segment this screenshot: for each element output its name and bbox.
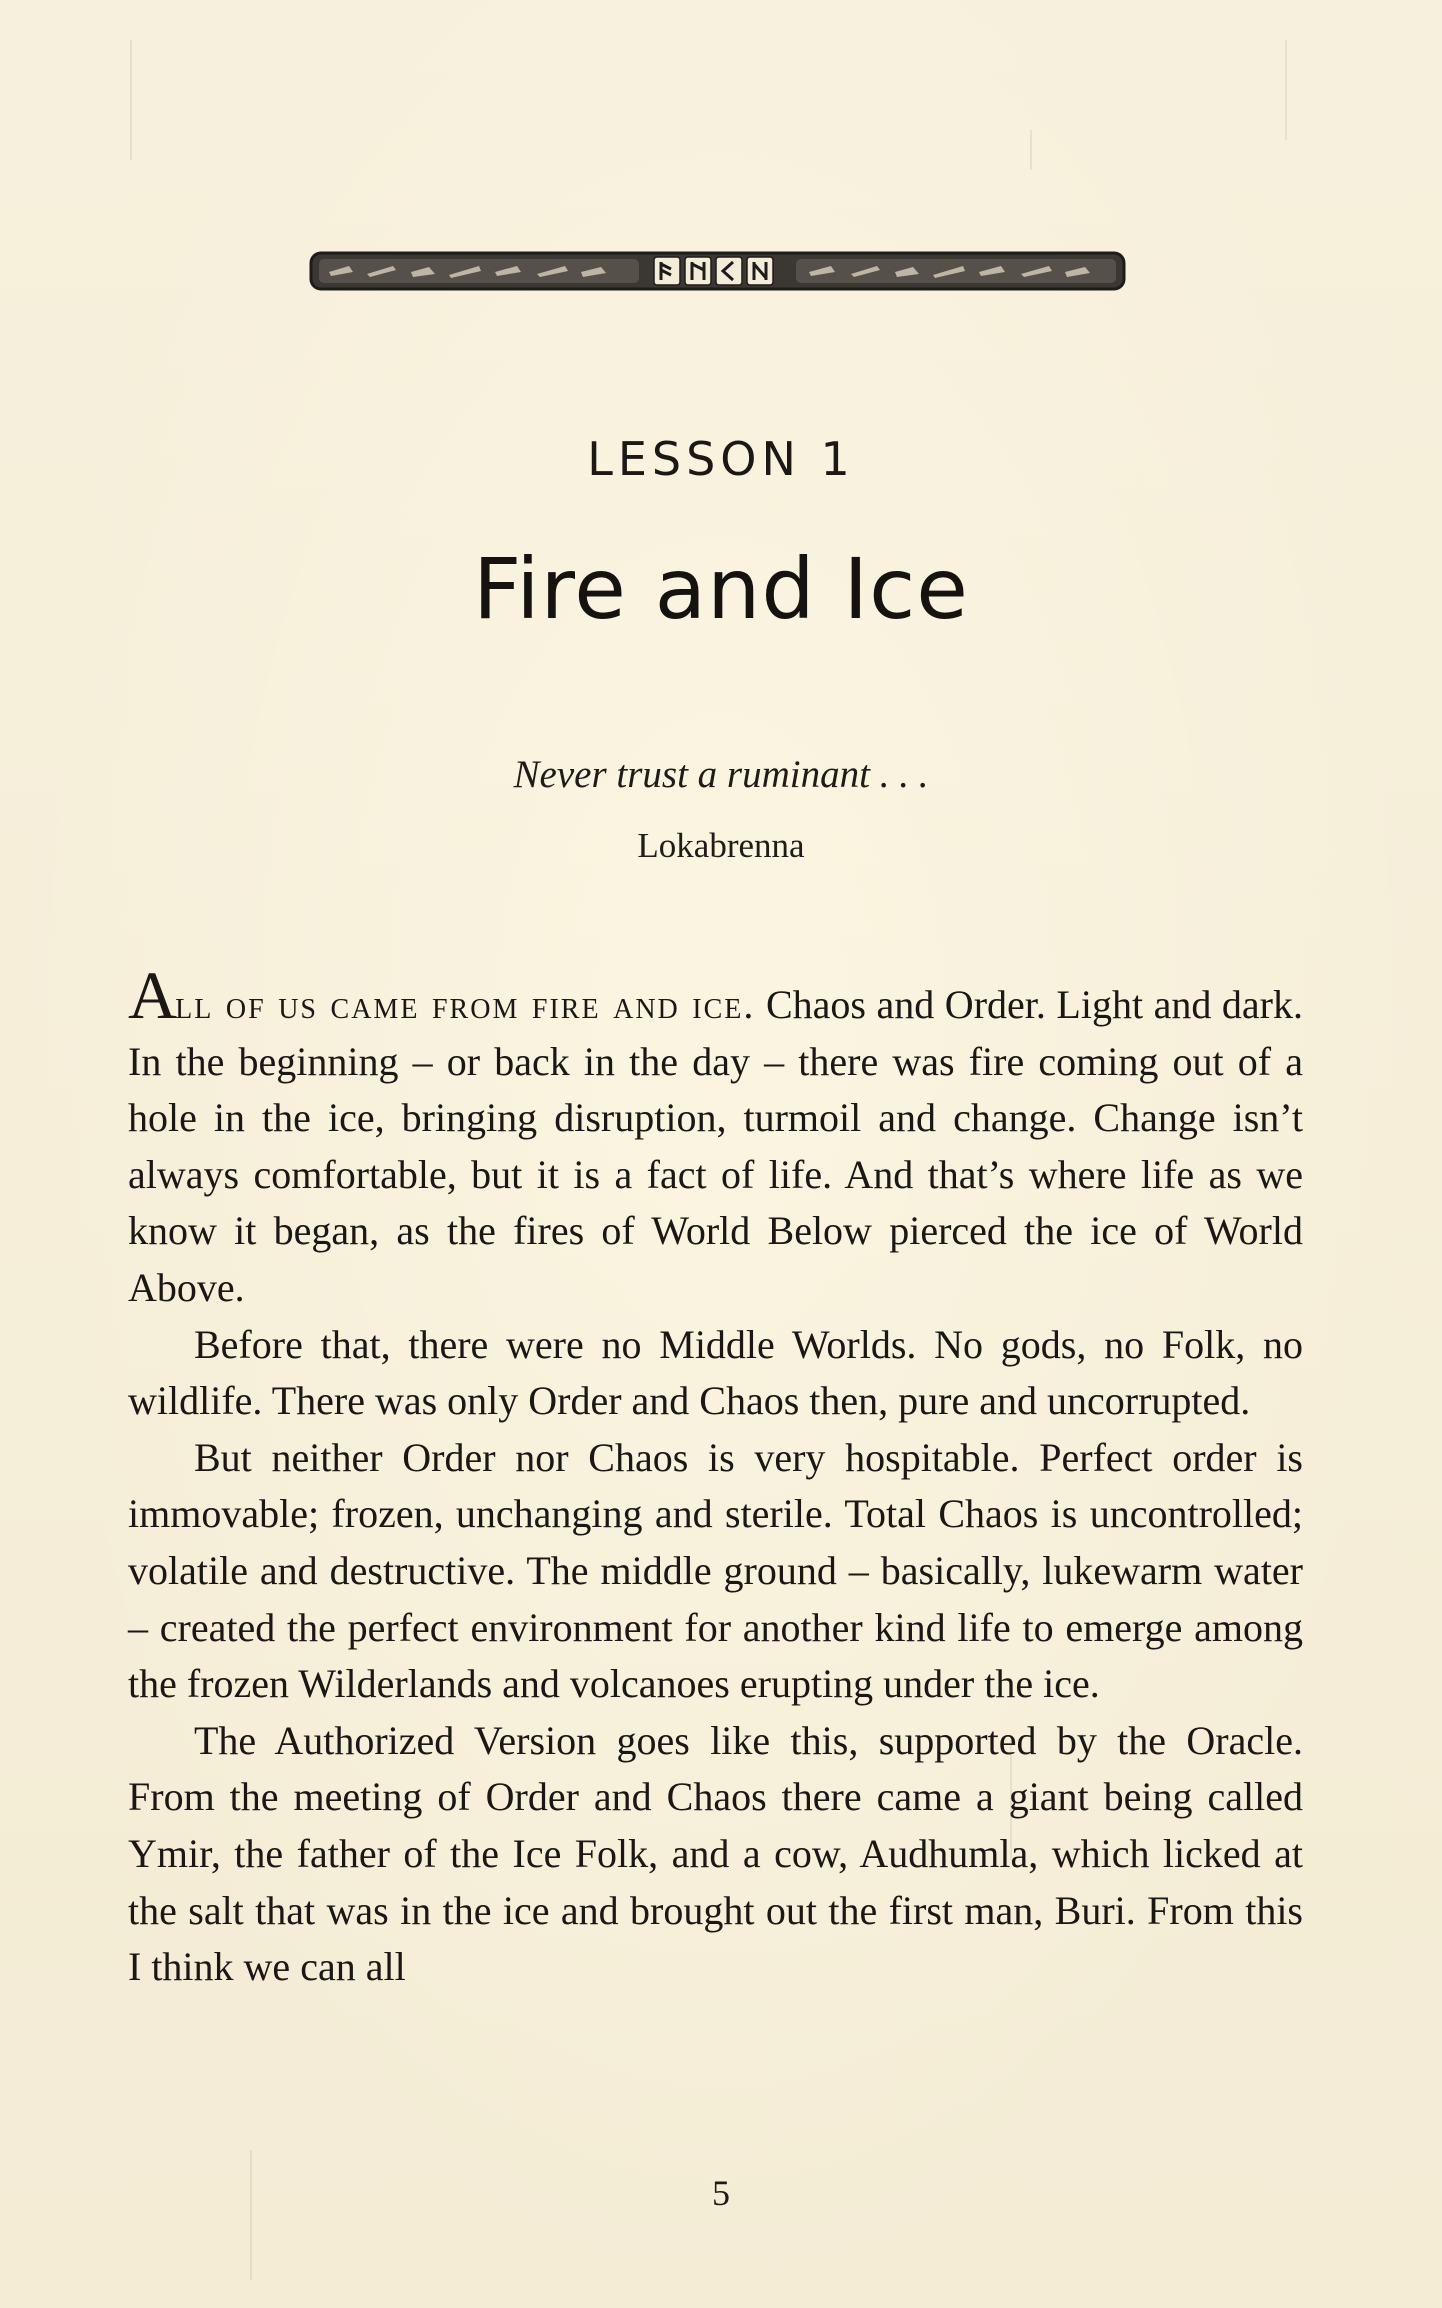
paragraph-1: [128, 957, 1303, 1317]
paragraph-1-text: Chaos and Order. Light and dark. In the beginning – or back in the day – there was fire coming out of a hole in the ice, bringing disruption, turmoil and change. Change isn’t always comfortable, but it is a fact of life. And that’s where life as we know it began, as the fires of World Below pierced the ice of World Above.: [128, 982, 1303, 1310]
opening-small-caps: ll of us came from fire and ice.: [175, 982, 756, 1027]
epigraph-quote: Never trust a ruminant . . .: [513, 753, 929, 796]
runic-ornament-bar: [309, 250, 1126, 292]
paragraph-2: Before that, there were no Middle Worlds. No gods, no Folk, no wildlife. There was only Order and Chaos then, pure and uncorrupted.: [128, 1321, 1303, 1424]
page-number: 5: [712, 2173, 730, 2213]
scan-crease: [250, 2150, 252, 2280]
epigraph-source: Lokabrenna: [637, 826, 805, 865]
chapter-title: Fire and Ice: [473, 540, 969, 638]
body-text: [128, 957, 1303, 1996]
paragraph-3: But neither Order nor Chaos is very hospitable. Perfect order is immovable; frozen, unchanging and sterile. Total Chaos is uncontrolled; volatile and destructive. The middle ground – basically, lukewarm water – created the perfect environment for another kind life to emerge among the frozen Wilderlands and volcanoes erupting under the ice.: [128, 1434, 1303, 1707]
lesson-label: LESSON 1: [587, 432, 855, 486]
drop-cap: A: [128, 957, 176, 1033]
scan-crease: [1285, 40, 1287, 140]
scan-crease: [1030, 130, 1032, 170]
scan-crease: [1010, 1740, 1012, 1860]
scan-crease: [130, 40, 132, 160]
paragraph-4: The Authorized Version goes like this, supported by the Oracle. From the meeting of Order and Chaos there came a giant being called Ymir, the father of the Ice Folk, and a cow, Audhumla, which licked at the salt that was in the ice and brought out the first man, Buri. From this I think we can all: [128, 1717, 1303, 1990]
